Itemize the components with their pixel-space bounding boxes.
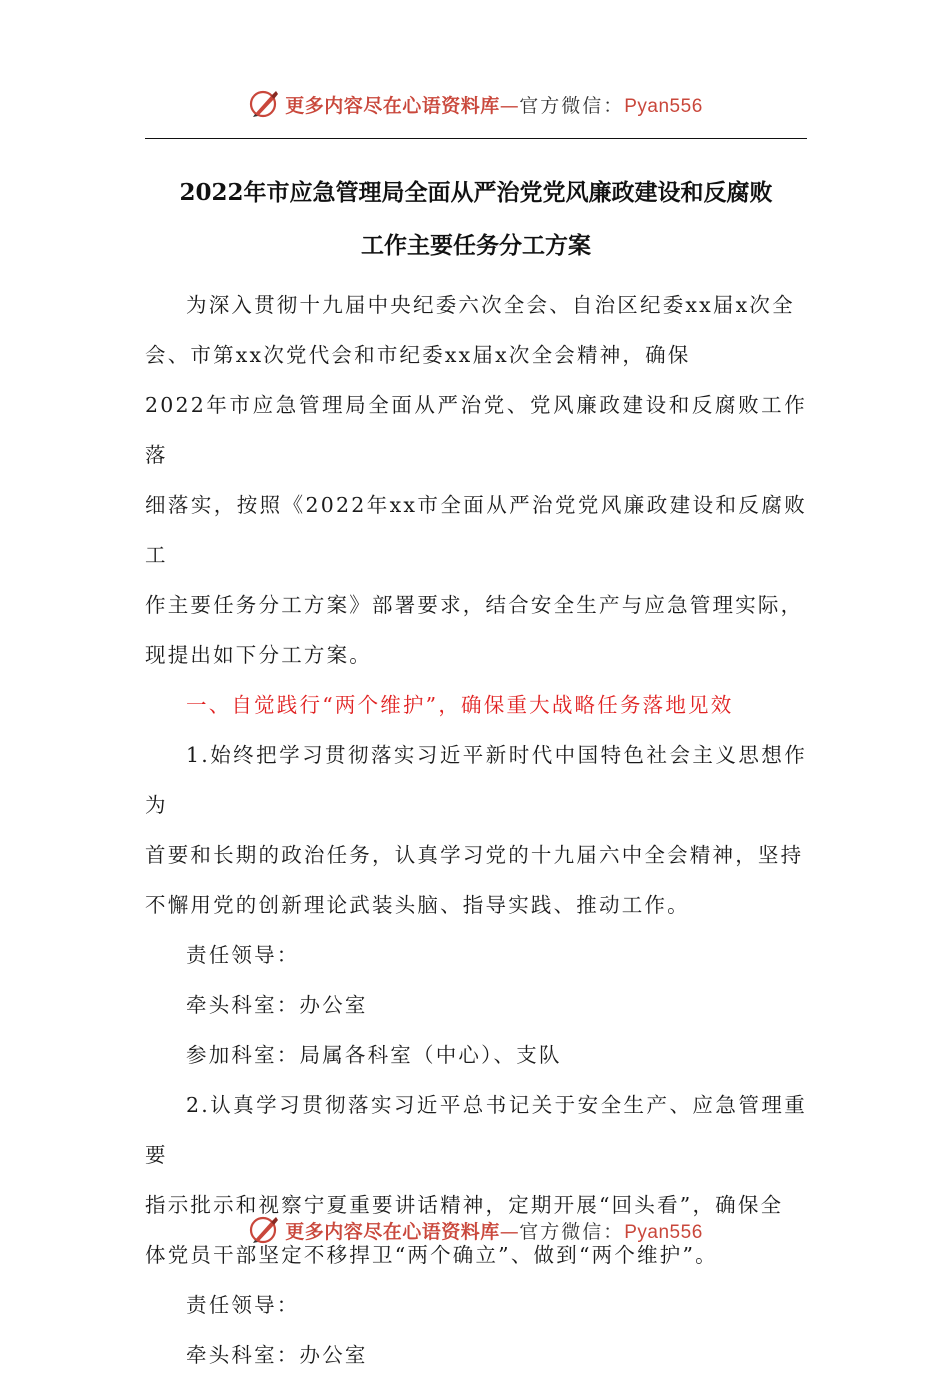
banner-text: 更多内容尽在心语资料库—官方微信：Pyan556	[285, 1220, 703, 1243]
footer-banner	[0, 1208, 950, 1252]
header-rule	[145, 138, 807, 139]
item-1-lead-dept: 牵头科室：办公室	[186, 993, 368, 1017]
item-2-lead-dept: 牵头科室：办公室	[186, 1343, 368, 1367]
pen-logo-icon	[247, 1213, 281, 1247]
banner-text: 更多内容尽在心语资料库—官方微信：Pyan556	[285, 94, 703, 117]
item-1-paragraph: 1.始终把学习贯彻落实习近平新时代中国特色社会主义思想作为 首要和长期的政治任务，认真学习党的十九届六中全会精神，坚持 不懈用党的创新理论武装头脑、指导实践、推动工作。	[145, 743, 807, 917]
item-2-paragraph: 2.认真学习贯彻落实习近平总书记关于安全生产、应急管理重要 指示批示和视察宁夏重要讲话精神，定期开展“回头看”，确保全 体党员干部坚定不移捍卫“两个确立”、做到“两个维护”。	[145, 1093, 807, 1267]
header-banner	[0, 82, 950, 126]
section-heading: 一、自觉践行“两个维护”，确保重大战略任务落地见效	[186, 693, 734, 717]
item-1-join-dept: 参加科室：局属各科室（中心）、支队	[186, 1043, 562, 1067]
intro-paragraph: 为深入贯彻十九届中央纪委六次全会、自治区纪委xx届x次全 会、市第xx次党代会和市纪委xx届x次全会精神，确保 2022年市应急管理局全面从严治党、党风廉政建设和反腐败工作落 细落实，按照《2022年xx市全面从严治党党风廉政建设和反腐败工 作主要任务分工方案》部署要求，结合安全生产与应急管理实际， 现提出如下分工方案。	[145, 293, 807, 667]
item-2-leader: 责任领导：	[186, 1293, 300, 1317]
document-title: 2022年市应急管理局全面从严治党党风廉政建设和反腐败 工作主要任务分工方案	[179, 179, 773, 259]
item-1-leader: 责任领导：	[186, 943, 300, 967]
pen-logo-icon	[247, 87, 281, 121]
